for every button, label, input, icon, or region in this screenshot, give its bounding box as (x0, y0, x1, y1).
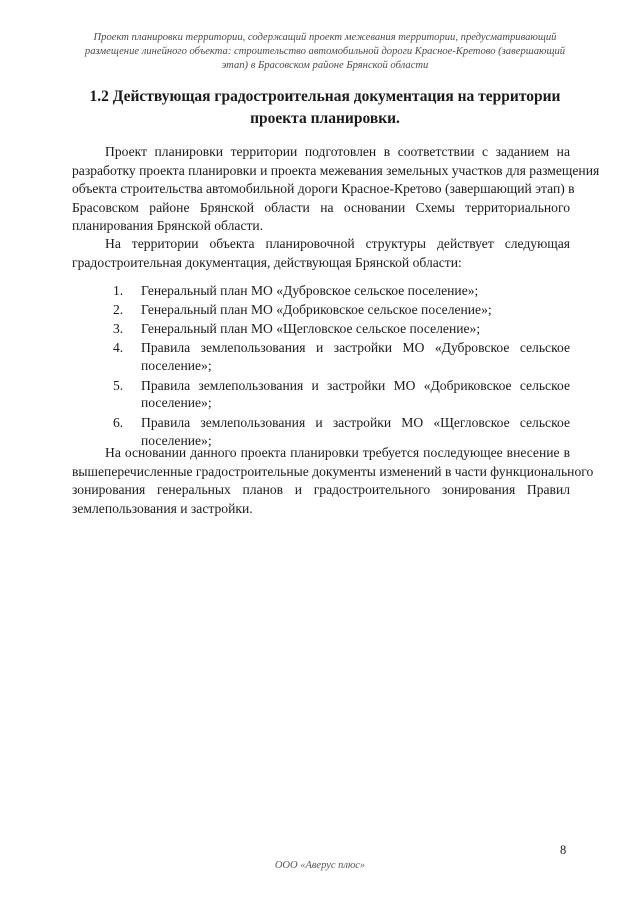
list-item-number: 3. (113, 321, 124, 336)
list-item-number: 4. (113, 340, 124, 355)
list-item (72, 301, 570, 319)
paragraph-line: землепользования и застройки. (72, 500, 253, 516)
paragraph-documentation-intro (72, 235, 570, 272)
running-header-line: этап) в Брасовском районе Брянской области (221, 60, 429, 71)
list-item (72, 377, 570, 412)
paragraph-line: зонирования генеральных планов и градостроительного зонирования Правил (72, 482, 570, 498)
running-header-line: размещение линейного объекта: строительство автомобильной дороги Красное-Кретово (завершающий (84, 46, 566, 57)
paragraph-line: Брасовском районе Брянской области на основании Схемы территориального (72, 199, 570, 215)
list-item (72, 282, 570, 300)
list-item (72, 320, 570, 338)
paragraph-line: разработку проекта планировки и проекта межевания земельных участков для размещения (72, 162, 600, 178)
footer-company: ООО «Аверус плюс» (274, 860, 366, 871)
list-item (72, 339, 570, 374)
list-item-number: 5. (113, 377, 124, 393)
list-item-text: поселение»; (141, 432, 212, 448)
paragraph-project-basis (72, 143, 600, 236)
paragraph-line: градостроительная документация, действующая Брянской области: (72, 254, 462, 270)
paragraph-line: планирования Брянской области. (72, 218, 264, 234)
list-item-text: Генеральный план МО «Щегловское сельское поселение»; (141, 321, 481, 336)
paragraph-line: вышеперечисленные градостроительные документы изменений в части функционального (72, 463, 594, 479)
paragraph-line: объекта строительства автомобильной дороги Красное-Кретово (завершающий этап) в (72, 181, 575, 197)
paragraph-line: Проект планировки территории подготовлен в соответствии с заданием на (105, 144, 570, 159)
running-header (72, 31, 578, 73)
paragraph-line: На основании данного проекта планировки требуется последующее внесение в (105, 445, 570, 460)
running-header-line: Проект планировки территории, содержащий проект межевания территории, предусматривающий (93, 32, 557, 43)
section-title-line: 1.2 Действующая градостроительная документация на территории (89, 88, 561, 105)
list-item-text: Генеральный план МО «Дубровское сельское поселение»; (141, 283, 479, 298)
paragraph-line: На территории объекта планировочной структуры действует следующая (105, 236, 570, 251)
list-item-number: 6. (113, 415, 124, 430)
list-item-text: поселение»; (141, 395, 212, 410)
list-item-text: поселение»; (141, 357, 212, 373)
list-item-text: Генеральный план МО «Добриковское сельское поселение»; (141, 302, 492, 317)
list-item-text: Правила землепользования и застройки МО «Дубровское сельское (141, 340, 570, 355)
section-title (72, 86, 578, 130)
list-item-number: 2. (113, 302, 124, 317)
documentation-list (72, 282, 570, 451)
list-item-number: 1. (113, 283, 124, 298)
page-number: 8 (560, 843, 567, 857)
list-item-text: Правила землепользования и застройки МО «Щегловское сельское (141, 415, 570, 430)
section-title-line: проекта планировки. (250, 110, 400, 127)
list-item-text: Правила землепользования и застройки МО «Добриковское сельское (141, 377, 570, 393)
paragraph-required-changes (72, 444, 594, 518)
